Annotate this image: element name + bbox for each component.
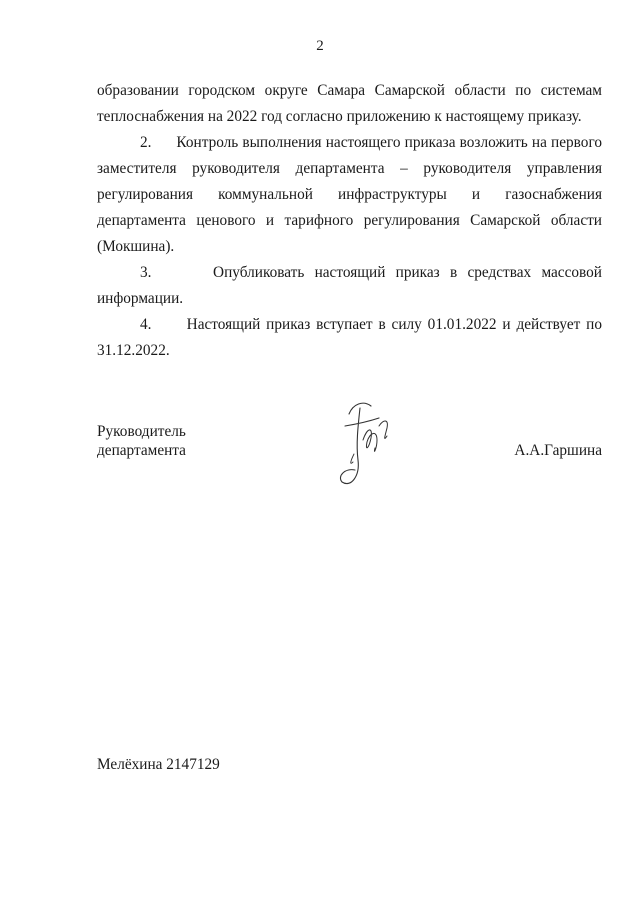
paragraph-item-2: 2. Контроль выполнения настоящего приказа возложить на первого заместителя руководителя департамента – руководителя управления регулирования коммунальной инфраструктуры и газоснабжения департамента ценового и тарифного регулирования Самарской области (Мокшина).: [97, 134, 602, 255]
signatory-title-line-2: департамента: [97, 442, 186, 459]
signatory-title: [97, 422, 186, 460]
paragraph-item-3: 3. Опубликовать настоящий приказ в средствах массовой информации.: [97, 264, 602, 307]
paragraph-continuation: образовании городском округе Самара Самарской области по системам теплоснабжения на 2022 год согласно приложению к настоящему приказу.: [97, 82, 602, 125]
signatory-name: А.А.Гаршина: [514, 442, 602, 459]
signatory-title-line-1: Руководитель: [97, 423, 186, 440]
signature-block: [97, 418, 602, 498]
executor-contact: Мелёхина 2147129: [97, 756, 220, 773]
paragraph-item-4: 4. Настоящий приказ вступает в силу 01.01.2022 и действует по 31.12.2022.: [97, 316, 602, 359]
page-number: 2: [316, 38, 324, 54]
handwritten-signature-icon: [327, 396, 397, 496]
document-body: [97, 78, 602, 364]
